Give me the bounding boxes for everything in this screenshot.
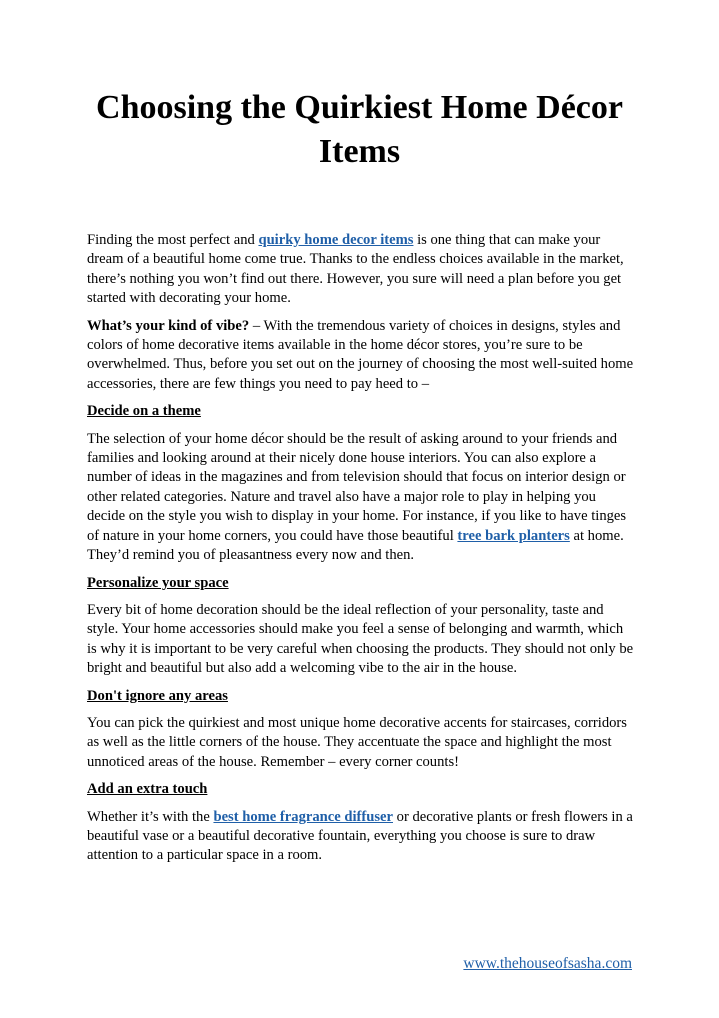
footer xyxy=(430,955,632,973)
extra-paragraph xyxy=(87,808,635,866)
theme-heading: Decide on a theme xyxy=(87,403,201,420)
areas-heading: Don't ignore any areas xyxy=(87,687,228,704)
extra-text-before: Whether it’s with the xyxy=(87,808,214,825)
vibe-paragraph xyxy=(87,317,635,395)
website-link[interactable]: www.thehouseofsasha.com xyxy=(463,955,632,972)
page-title: Choosing the Quirkiest Home Décor Items xyxy=(96,89,623,170)
personalize-paragraph: Every bit of home decoration should be the ideal reflection of your personality, taste and style. Your home accessories should make you feel a sense of belonging and warmth, which is why it is important to be very careful when choosing the products. They should not only be bright and beautiful but also add a welcoming vibe to the air in the house. xyxy=(87,601,634,677)
tree-bark-planters-link[interactable]: tree bark planters xyxy=(457,527,570,544)
extra-heading: Add an extra touch xyxy=(87,781,208,798)
vibe-lead: What’s your kind of vibe? xyxy=(87,317,250,334)
intro-text-before: Finding the most perfect and xyxy=(87,232,259,248)
article-body xyxy=(87,231,635,874)
theme-paragraph xyxy=(87,430,635,566)
extra-text-after: or decorative plants or fresh flowers in a beautiful vase or a beautiful decorative fountain, everything you choose is sure to draw attention to a particular space in a room. xyxy=(87,808,633,864)
intro-paragraph xyxy=(87,231,635,309)
personalize-heading: Personalize your space xyxy=(87,574,229,591)
vibe-text: – With the tremendous variety of choices in designs, styles and colors of home decorative items available in the home décor stores, you’re sure to be overwhelmed. Thus, before you set out on the journey of choosing the most well-suited home accessories, there are few things you need to pay heed to – xyxy=(87,317,634,392)
quirky-decor-link[interactable]: quirky home decor items xyxy=(258,232,414,248)
theme-text-after: at home. They’d remind you of pleasantness every now and then. xyxy=(87,527,624,564)
areas-paragraph: You can pick the quirkiest and most unique home decorative accents for staircases, corridors as well as the little corners of the house. They accentuate the space and highlight the most unnoticed areas of the house. Remember – every corner counts! xyxy=(87,714,627,770)
fragrance-diffuser-link[interactable]: best home fragrance diffuser xyxy=(213,808,393,825)
theme-text-before: The selection of your home décor should be the result of asking around to your friends and families and looking around at their nicely done house interiors. You can also explore a number of ideas in the magazines and from television should that focus on interior design or other related categories. Nature and travel also have a major role to play in helping you decide on the style you wish to display in your home. For instance, if you like to have tinges of nature in your home corners, you could have those beautiful xyxy=(87,430,627,544)
intro-text-after: is one thing that can make your dream of a beautiful home come true. Thanks to the endless choices available in the market, there’s nothing you won’t find out there. However, you sure will need a plan before you get started with decorating your home. xyxy=(87,232,624,307)
